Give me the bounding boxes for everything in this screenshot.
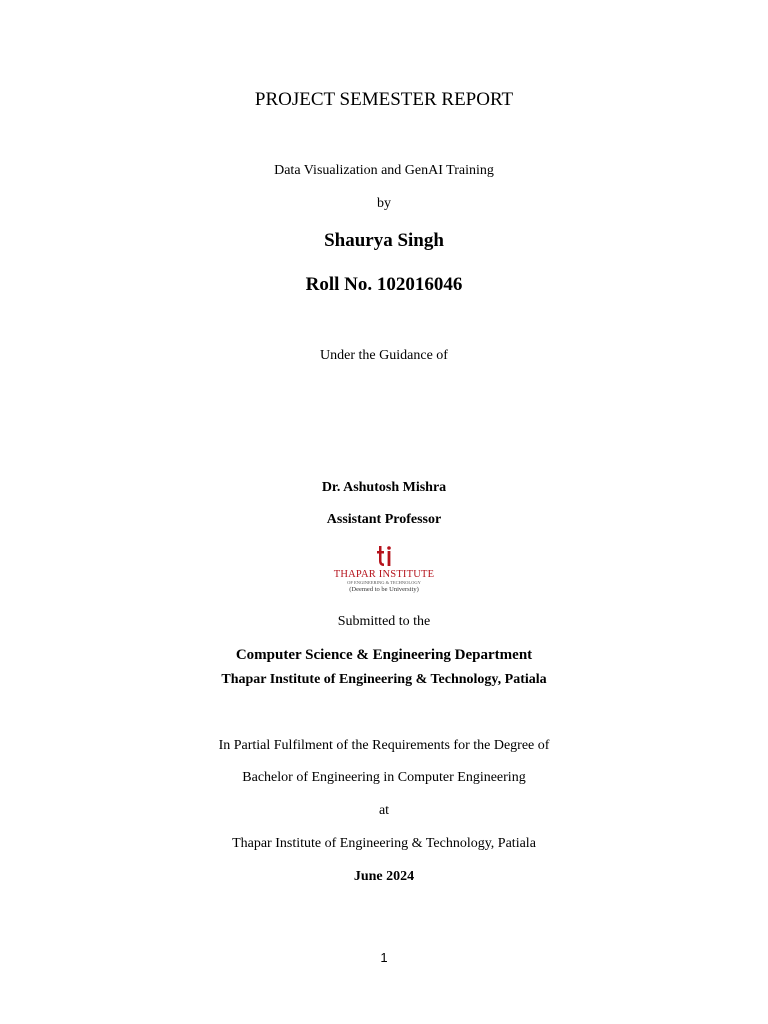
guide-designation: Assistant Professor (326, 512, 442, 527)
by-text: by (377, 196, 391, 211)
department-name: Computer Science & Engineering Department (235, 647, 533, 663)
roll-number: Roll No. 102016046 (305, 274, 463, 295)
report-title: PROJECT SEMESTER REPORT (254, 89, 514, 110)
ti-logo-icon (374, 545, 394, 567)
report-subject: Data Visualization and GenAI Training (274, 163, 494, 178)
institute-logo (324, 545, 444, 597)
guide-name: Dr. Ashutosh Mishra (321, 480, 447, 495)
at-text: at (378, 803, 390, 818)
guidance-text: Under the Guidance of (320, 348, 448, 363)
submitted-text: Submitted to the (337, 614, 431, 629)
institute-place: Thapar Institute of Engineering & Technology, Patiala (232, 836, 536, 851)
logo-institute-subtitle: OF ENGINEERING & TECHNOLOGY (347, 580, 421, 585)
logo-institute-name: THAPAR INSTITUTE (333, 569, 435, 580)
page-number: 1 (380, 950, 388, 965)
fulfilment-text: In Partial Fulfilment of the Requirements for the Degree of (218, 738, 550, 753)
author-name: Shaurya Singh (324, 230, 444, 251)
institute-name: Thapar Institute of Engineering & Technology, Patiala (221, 672, 547, 687)
report-date: June 2024 (353, 869, 415, 884)
logo-deemed-university: (Deemed to be University) (349, 586, 419, 593)
degree-name: Bachelor of Engineering in Computer Engineering (242, 770, 526, 785)
